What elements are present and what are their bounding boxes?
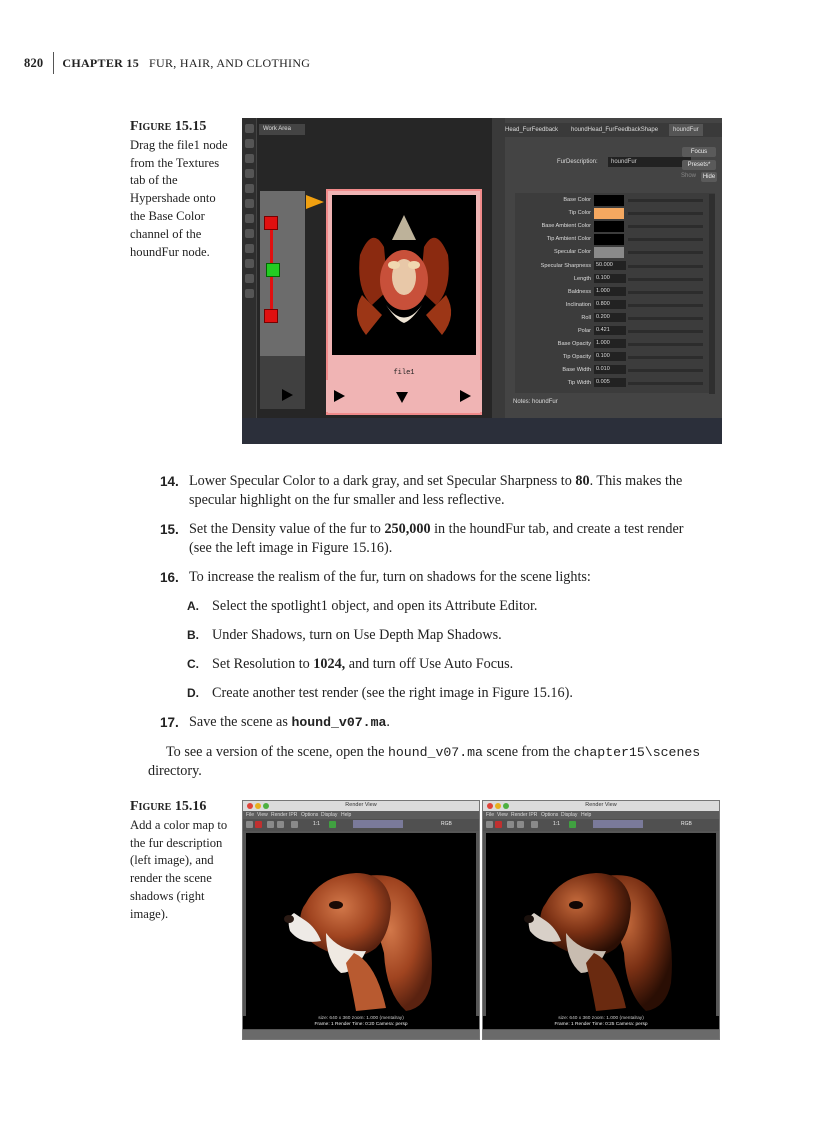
attr-slider[interactable] xyxy=(628,278,703,281)
step-text-line2: (see the left image in Figure 15.16). xyxy=(189,540,393,556)
attr-label: Tip Width xyxy=(567,380,591,386)
texture-pattern-image xyxy=(332,195,476,355)
substep-c xyxy=(187,655,737,675)
menu-view[interactable]: View xyxy=(257,812,268,818)
attr-row-baldness xyxy=(515,287,715,299)
substep-b xyxy=(187,626,737,646)
attr-value[interactable]: 0.421 xyxy=(594,326,626,335)
chapter-label: CHAPTER 15 xyxy=(62,55,140,70)
attr-label: Tip Ambient Color xyxy=(546,236,591,242)
figure-15-15-screenshot xyxy=(242,118,722,444)
tool-icon[interactable] xyxy=(245,259,254,268)
render-status xyxy=(483,1016,719,1029)
attr-label: Tip Color xyxy=(568,210,591,216)
substep-a xyxy=(187,597,737,617)
attr-value[interactable]: 0.010 xyxy=(594,365,626,374)
header-divider xyxy=(53,52,54,74)
menu-view[interactable]: View xyxy=(497,812,508,818)
render-frame-info: Frame: 1 Render Time: 0:20 Camera: persp xyxy=(314,1022,408,1027)
attr-row-polar xyxy=(515,326,715,338)
figure-label: Figure 15.16 xyxy=(130,799,207,814)
keep-image-icon[interactable] xyxy=(329,821,336,828)
step-text-part: Lower Specular Color to a dark gray, and set Specular Sharpness to xyxy=(189,473,576,489)
attr-label: Base Color xyxy=(563,197,591,203)
directory-path: chapter15\scenes xyxy=(573,745,701,760)
tool-icon[interactable] xyxy=(245,139,254,148)
node-footer xyxy=(260,356,305,409)
step-number: 16. xyxy=(160,570,179,585)
attr-label: Tip Opacity xyxy=(562,354,591,360)
attr-label: Base Opacity xyxy=(557,341,591,347)
step-text-part: Save the scene as xyxy=(189,714,292,730)
attr-value[interactable]: 0.200 xyxy=(594,313,626,322)
step-bold-value: 80 xyxy=(575,473,590,489)
presets-button[interactable]: Presets* xyxy=(682,160,716,170)
substep-text: Create another test render (see the right image in Figure 15.16). xyxy=(212,685,573,701)
attr-row-tip-color xyxy=(515,208,715,220)
tab-houndfur[interactable]: houndFur xyxy=(669,124,703,136)
attr-label: Length xyxy=(573,276,591,282)
attr-row-roll xyxy=(515,313,715,325)
tool-icon[interactable] xyxy=(245,244,254,253)
menu-bar xyxy=(243,811,479,819)
attr-slider[interactable] xyxy=(628,369,703,372)
tab-furfeedback-shape[interactable]: houndHead_FurFeedbackShape xyxy=(571,127,659,133)
focus-button[interactable]: Focus xyxy=(682,147,716,157)
hypershade-panel xyxy=(242,118,492,418)
attr-slider[interactable] xyxy=(628,330,703,333)
substep-d xyxy=(187,684,737,704)
play-icon[interactable] xyxy=(460,390,471,402)
port-icon-active[interactable] xyxy=(266,263,280,277)
attr-label: Baldness xyxy=(567,289,591,295)
zoom-ratio[interactable]: 1:1 xyxy=(313,821,320,827)
attr-row-length xyxy=(515,274,715,286)
render-view-right xyxy=(482,800,720,1040)
chapter-title: FUR, HAIR, AND CLOTHING xyxy=(149,55,311,70)
houndfur-node[interactable] xyxy=(260,191,305,409)
attr-slider[interactable] xyxy=(628,199,703,202)
step-text-part: Set the Density value of the fur to xyxy=(189,521,385,537)
attr-slider[interactable] xyxy=(628,212,703,215)
node-controls xyxy=(326,380,482,412)
step-text-part: and turn off Use Auto Focus. xyxy=(345,656,514,672)
node-name: file1 xyxy=(393,369,415,377)
render-icon[interactable] xyxy=(486,821,493,828)
menu-ipr[interactable]: IPR xyxy=(289,812,298,818)
texture-thumbnail xyxy=(332,195,476,355)
step-text xyxy=(189,472,682,491)
render-size-info: size: 640 x 360 zoom: 1.000 (mentalray) xyxy=(318,1016,404,1021)
ipr-icon[interactable] xyxy=(495,821,502,828)
running-header xyxy=(24,52,310,74)
render-size-info: size: 640 x 360 zoom: 1.000 (mentalray) xyxy=(558,1016,644,1021)
render-viewport xyxy=(246,833,476,1016)
attr-row-base-color xyxy=(515,195,715,207)
menu-display[interactable]: Display xyxy=(321,812,338,818)
menu-help[interactable]: Help xyxy=(341,812,352,818)
step-16 xyxy=(160,568,740,588)
fur-description-field[interactable]: houndFur xyxy=(608,157,691,167)
paragraph-line1 xyxy=(166,743,700,762)
scene-filename: hound_v07.ma xyxy=(291,715,387,730)
paragraph-text-part: To see a version of the scene, open the xyxy=(166,744,388,760)
ipr-icon[interactable] xyxy=(255,821,262,828)
snapshot-icon[interactable] xyxy=(507,821,514,828)
tab-head-furfeedback[interactable]: Head_FurFeedback xyxy=(505,127,559,133)
port-icon[interactable] xyxy=(264,309,278,323)
window-title: Render View xyxy=(585,802,617,808)
tool-icon[interactable] xyxy=(245,274,254,283)
substep-text: Select the spotlight1 object, and open its Attribute Editor. xyxy=(212,598,538,614)
step-bold-value: 1024, xyxy=(313,656,346,672)
tool-icon[interactable] xyxy=(245,199,254,208)
channel-display[interactable]: RGB xyxy=(441,821,452,827)
substep-letter: A. xyxy=(187,599,199,613)
substep-letter: C. xyxy=(187,657,199,671)
arrow-right-icon xyxy=(306,195,324,209)
step-text-part: Set Resolution to xyxy=(212,656,314,672)
horizontal-scrollbar[interactable] xyxy=(483,1030,719,1039)
substep-letter: B. xyxy=(187,628,199,642)
menu-options[interactable]: Options xyxy=(301,812,319,818)
attr-value[interactable]: 1.000 xyxy=(594,287,626,296)
step-number: 15. xyxy=(160,522,179,537)
zoom-ratio[interactable]: 1:1 xyxy=(553,821,560,827)
attr-row-base-opacity xyxy=(515,339,715,351)
attr-value[interactable]: 1.000 xyxy=(594,339,626,348)
color-swatch[interactable] xyxy=(594,208,624,219)
attr-label: Base Ambient Color xyxy=(541,223,591,229)
fur-description-label: FurDescription: xyxy=(557,159,598,165)
paragraph-text-part: scene from the xyxy=(482,744,574,760)
region-icon[interactable] xyxy=(517,821,524,828)
substep-text: Under Shadows, turn on Use Depth Map Shadows. xyxy=(212,627,502,643)
attr-slider[interactable] xyxy=(628,343,703,346)
attr-row-tip-width xyxy=(515,378,715,390)
step-text xyxy=(189,520,683,539)
hypershade-toolbar xyxy=(242,118,257,418)
step-number: 14. xyxy=(160,474,179,489)
tool-icon[interactable] xyxy=(245,169,254,178)
scene-filename: hound_v07.ma xyxy=(387,745,483,760)
window-titlebar xyxy=(243,801,479,811)
render-toolbar xyxy=(483,819,719,831)
tab-work-area[interactable]: Work Area xyxy=(259,124,305,135)
step-text-part: . xyxy=(386,714,390,730)
attr-label: Specular Color xyxy=(554,249,591,255)
body-paragraph xyxy=(148,743,738,783)
attr-slider[interactable] xyxy=(628,317,703,320)
fur-attribute-list xyxy=(515,193,715,393)
tool-icon[interactable] xyxy=(245,214,254,223)
menu-file[interactable]: File xyxy=(486,812,495,818)
paragraph-line2: directory. xyxy=(148,763,202,779)
attr-row-specular-sharpness xyxy=(515,261,715,273)
color-swatch[interactable] xyxy=(594,195,624,206)
attr-slider[interactable] xyxy=(628,382,703,385)
step-text-line2: specular highlight on the fur smaller and less reflective. xyxy=(189,492,505,508)
menu-render[interactable]: Render xyxy=(511,812,528,818)
substep-letter: D. xyxy=(187,686,199,700)
menu-ipr[interactable]: IPR xyxy=(529,812,538,818)
tool-icon[interactable] xyxy=(245,289,254,298)
attr-slider[interactable] xyxy=(628,304,703,307)
render-status xyxy=(243,1016,479,1029)
viewport-strip xyxy=(242,418,722,444)
play-icon[interactable] xyxy=(282,389,293,401)
attr-slider[interactable] xyxy=(628,291,703,294)
attr-row-tip-opacity xyxy=(515,352,715,364)
window-titlebar xyxy=(483,801,719,811)
color-swatch[interactable] xyxy=(594,221,624,232)
camera-dropdown[interactable] xyxy=(353,820,403,828)
figure-15-16-caption xyxy=(130,798,228,924)
figure-15-15-caption xyxy=(130,118,228,261)
menu-bar xyxy=(483,811,719,819)
step-17 xyxy=(160,713,740,733)
attr-row-base-ambient-color xyxy=(515,221,715,233)
menu-help[interactable]: Help xyxy=(581,812,592,818)
attr-value[interactable]: 50.000 xyxy=(594,261,626,270)
menu-render[interactable]: Render xyxy=(271,812,288,818)
hide-button[interactable]: Hide xyxy=(702,174,716,180)
step-text: To increase the realism of the fur, turn on shadows for the scene lights: xyxy=(189,569,591,585)
render-toolbar xyxy=(243,819,479,831)
step-14 xyxy=(160,472,740,512)
attr-row-specular-color xyxy=(515,247,715,259)
tool-icon[interactable] xyxy=(245,154,254,163)
channel-display[interactable]: RGB xyxy=(681,821,692,827)
step-text-part: . This makes the xyxy=(589,473,683,489)
attr-slider[interactable] xyxy=(628,238,703,241)
attr-label: Polar xyxy=(577,328,591,334)
step-text xyxy=(189,713,390,732)
render-icon[interactable] xyxy=(246,821,253,828)
attr-value[interactable]: 0.100 xyxy=(594,274,626,283)
hound-render-image xyxy=(246,833,476,1016)
figure-label: Figure 15.15 xyxy=(130,119,207,134)
attribute-editor-panel xyxy=(505,118,722,418)
attr-value[interactable]: 0.800 xyxy=(594,300,626,309)
menu-display[interactable]: Display xyxy=(561,812,578,818)
step-text-part: in the houndFur tab, and create a test render xyxy=(430,521,684,537)
attr-row-base-width xyxy=(515,365,715,377)
step-15 xyxy=(160,520,740,560)
rgb-icon[interactable] xyxy=(291,821,298,828)
attr-label: Specular Sharpness xyxy=(540,263,591,269)
play-icon[interactable] xyxy=(334,390,345,402)
attr-row-tip-ambient-color xyxy=(515,234,715,246)
menu-file[interactable]: File xyxy=(246,812,255,818)
step-number: 17. xyxy=(160,715,179,730)
attr-row-inclination xyxy=(515,300,715,312)
substep-text xyxy=(212,655,513,674)
scrollbar[interactable] xyxy=(709,194,715,394)
attr-slider[interactable] xyxy=(628,356,703,359)
hound-render-shadowed-image xyxy=(486,833,716,1016)
color-swatch[interactable] xyxy=(594,234,624,245)
attr-value[interactable]: 0.100 xyxy=(594,352,626,361)
figure-caption-text: Drag the file1 node from the Textures tab of the Hypershade onto the Base Color channel of the houndFur node. xyxy=(130,137,228,259)
attr-slider[interactable] xyxy=(628,251,703,254)
snapshot-icon[interactable] xyxy=(267,821,274,828)
attr-label: Roll xyxy=(581,315,591,321)
render-frame-info: Frame: 1 Render Time: 0:25 Camera: persp xyxy=(554,1022,648,1027)
camera-dropdown[interactable] xyxy=(593,820,643,828)
region-icon[interactable] xyxy=(277,821,284,828)
horizontal-scrollbar[interactable] xyxy=(243,1030,479,1039)
notes-label: Notes: houndFur xyxy=(513,399,558,405)
attr-label: Inclination xyxy=(565,302,591,308)
rgb-icon[interactable] xyxy=(531,821,538,828)
figure-caption-text: Add a color map to the fur description (left image), and render the scene shadows (right image). xyxy=(130,817,228,921)
step-bold-value: 250,000 xyxy=(384,521,431,537)
chevron-down-icon[interactable] xyxy=(396,392,408,403)
menu-options[interactable]: Options xyxy=(541,812,559,818)
attr-label: Base Width xyxy=(562,367,591,373)
ae-tab-bar xyxy=(505,123,722,137)
tool-icon[interactable] xyxy=(245,184,254,193)
window-title: Render View xyxy=(345,802,377,808)
render-viewport xyxy=(486,833,716,1016)
attr-value[interactable]: 0.005 xyxy=(594,378,626,387)
attr-slider[interactable] xyxy=(628,225,703,228)
color-swatch[interactable] xyxy=(594,247,624,258)
render-view-left xyxy=(242,800,480,1040)
keep-image-icon[interactable] xyxy=(569,821,576,828)
port-icon[interactable] xyxy=(264,216,278,230)
tool-icon[interactable] xyxy=(245,124,254,133)
page-number: 820 xyxy=(24,55,44,70)
tool-icon[interactable] xyxy=(245,229,254,238)
show-label: Show xyxy=(681,173,697,179)
attr-slider[interactable] xyxy=(628,265,703,268)
